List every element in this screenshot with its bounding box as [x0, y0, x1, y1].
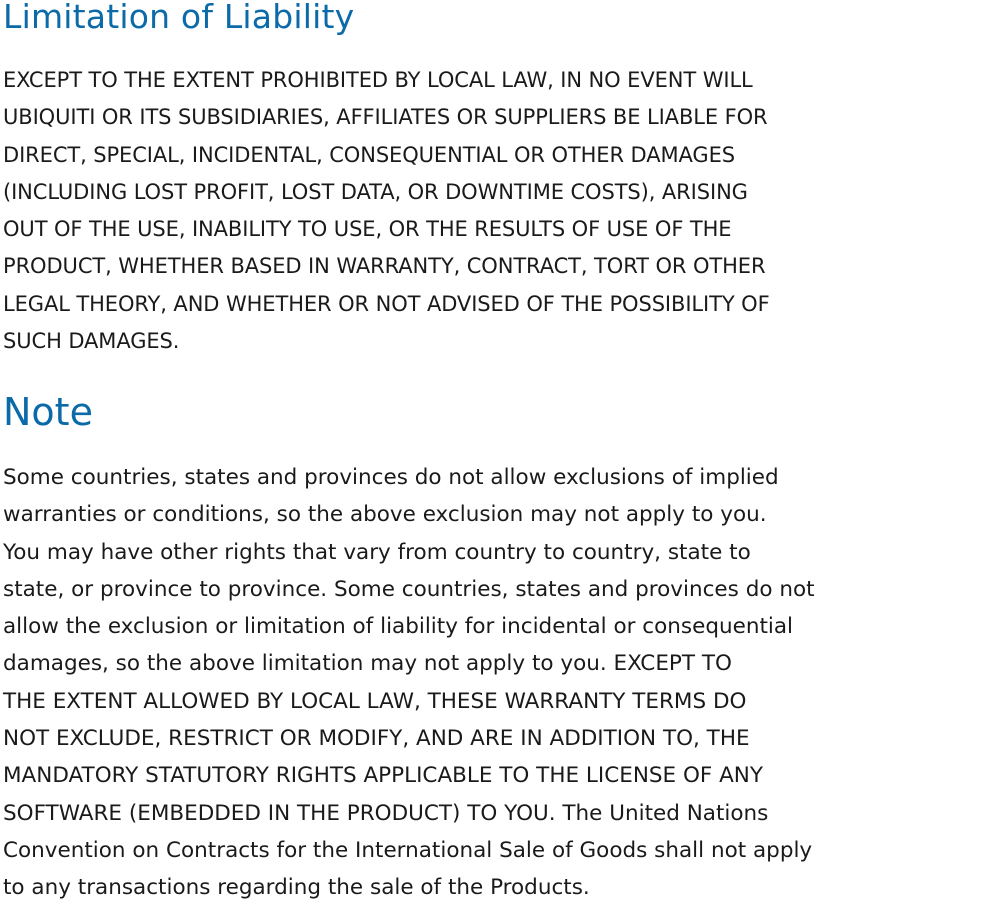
limitation-of-liability-heading: Limitation of Liability: [3, 0, 355, 36]
liability-line: (INCLUDING LOST PROFIT, LOST DATA, OR DOWNTIME COSTS), ARISING: [3, 179, 748, 204]
limitation-of-liability-paragraph: [3, 62, 770, 360]
liability-line: SUCH DAMAGES.: [3, 329, 180, 354]
note-line: state, or province to province. Some countries, states and provinces do not: [3, 576, 815, 602]
note-line: Convention on Contracts for the International Sale of Goods shall not apply: [3, 837, 813, 863]
note-line: Some countries, states and provinces do not allow exclusions of implied: [3, 465, 779, 490]
note-line: warranties or conditions, so the above exclusion may not apply to you.: [3, 502, 767, 528]
note-line: damages, so the above limitation may not apply to you. EXCEPT TO: [3, 651, 732, 677]
note-paragraph: [3, 459, 815, 907]
note-line: to any transactions regarding the sale of the Products.: [3, 875, 590, 901]
note-line: MANDATORY STATUTORY RIGHTS APPLICABLE TO THE LICENSE OF ANY: [3, 763, 764, 789]
liability-line: EXCEPT TO THE EXTENT PROHIBITED BY LOCAL LAW, IN NO EVENT WILL: [3, 68, 753, 92]
note-line: SOFTWARE (EMBEDDED IN THE PRODUCT) TO YOU. The United Nations: [3, 800, 769, 826]
liability-line: UBIQUITI OR ITS SUBSIDIARIES, AFFILIATES OR SUPPLIERS BE LIABLE FOR: [3, 105, 768, 130]
liability-line: LEGAL THEORY, AND WHETHER OR NOT ADVISED OF THE POSSIBILITY OF: [3, 291, 770, 316]
note-line: THE EXTENT ALLOWED BY LOCAL LAW, THESE WARRANTY TERMS DO: [3, 688, 747, 714]
note-line: You may have other rights that vary from country to country, state to: [3, 539, 751, 565]
note-line: NOT EXCLUDE, RESTRICT OR MODIFY, AND ARE IN ADDITION TO, THE: [3, 726, 750, 752]
liability-line: OUT OF THE USE, INABILITY TO USE, OR THE RESULTS OF USE OF THE: [3, 217, 732, 242]
liability-line: PRODUCT, WHETHER BASED IN WARRANTY, CONTRACT, TORT OR OTHER: [3, 254, 766, 279]
note-line: allow the exclusion or limitation of liability for incidental or consequential: [3, 614, 794, 640]
liability-line: DIRECT, SPECIAL, INCIDENTAL, CONSEQUENTIAL OR OTHER DAMAGES: [3, 142, 735, 167]
note-heading: Note: [3, 390, 93, 434]
